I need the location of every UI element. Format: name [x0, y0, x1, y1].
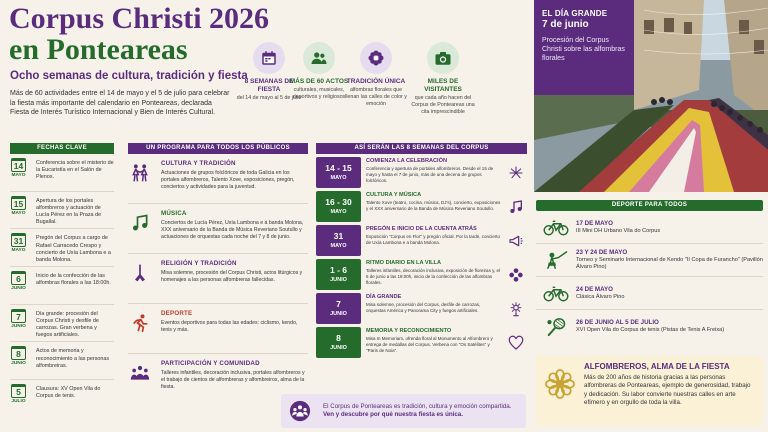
- intro-text: Más de 60 actividades entre el 14 de mayo y el 5 de julio para celebrar la fiesta más importante del calendario en Ponteareas, declarada Fiesta de Interés Turístico Internacional y Bien de Interés Cultural.: [10, 90, 230, 117]
- week-title: MEMORIA Y RECONOCIMIENTO: [366, 328, 452, 334]
- carpet-makers-title: ALFOMBREROS, ALMA DE LA FIESTA: [584, 362, 730, 371]
- key-dates-section: [10, 143, 114, 418]
- program-item: [128, 204, 308, 254]
- sports-item: [536, 277, 763, 310]
- sports-date: 24 DE MAYO: [576, 285, 613, 293]
- calendar-icon: [10, 272, 27, 291]
- stat-title: 8 SEMANAS DE FIESTA: [244, 78, 294, 93]
- calendar-icon: [10, 197, 27, 216]
- weeks-section: [316, 143, 527, 358]
- program-title: PARTICIPACIÓN Y COMUNIDAD: [161, 360, 260, 367]
- music-note-icon: [128, 210, 152, 253]
- program-desc: Talleres infantiles, decoración inclusiva, portales alfombreros y el trabajo de cientos de alfombreras y alfombreiros, alma de la fiesta.: [161, 370, 305, 390]
- weeks-heading: ASÍ SERÁN LAS 8 SEMANAS DEL CORPUS: [316, 143, 527, 154]
- week-month: JUNIO: [330, 311, 347, 317]
- week-title: COMIENZA LA CELEBRACIÓN: [366, 158, 448, 164]
- key-date-item: [10, 305, 114, 343]
- praying-hands-icon: [128, 260, 152, 303]
- key-date-text: Clausura: XV Open Vila do Corpus de tenis.: [36, 386, 101, 400]
- week-desc: Talento Xove (teatro, cocina, música, DJ's), concierto, exposiciones y el XXX aniversario de la Banda de Música Reveriano Soutullo.: [366, 200, 501, 211]
- week-desc: Talleres infantiles, decoración inclusiva, exposición de floreiras y, el 6 de junio a las 18:00h, inicio de la confección de las alfombras florales.: [366, 268, 500, 285]
- carpet-makers-desc: Más de 200 años de historia gracias a las personas alfombreras de Ponteareas, ejemplo de generosidad, trabajo y dedicación. Su labor convierte nuestras calles en arte efímero y en orgullo de toda la villa.: [584, 374, 751, 407]
- key-date-item: [10, 229, 114, 267]
- calendar-icon: [10, 159, 27, 178]
- closing-line2: Ven y descubre por qué nuestra fiesta es única.: [323, 411, 463, 418]
- week-days: 8: [336, 333, 341, 343]
- program-heading: UN PROGRAMA PARA TODOS LOS PÚBLICOS: [128, 143, 308, 154]
- calendar-day: 14: [11, 159, 26, 172]
- calendar-icon: [10, 234, 27, 253]
- week-month: JUNIO: [330, 277, 347, 283]
- stat-tradition: [343, 42, 409, 108]
- calendar-icon: [253, 42, 285, 74]
- sports-desc: Clásica Álvaro Pino: [576, 293, 625, 300]
- week-item: [316, 225, 527, 256]
- sports-heading: DEPORTE PARA TODOS: [536, 200, 763, 211]
- key-dates-heading: FECHAS CLAVE: [10, 143, 114, 154]
- page-title-line1: Corpus Christi 2026: [9, 2, 270, 35]
- music-note-icon: [505, 191, 527, 222]
- week-item: [316, 293, 527, 324]
- fireworks-icon: [505, 157, 527, 188]
- week-days: 31: [333, 231, 344, 241]
- program-desc: Eventos deportivos para todas las edades: ciclismo, kendo, tenis y más.: [161, 320, 298, 333]
- calendar-day: 6: [11, 272, 26, 285]
- sports-desc: Torneo y Seminario Internacional de Kendo "II Copa de Furancho" (Pavillón Álvaro Pino): [576, 257, 763, 270]
- calendar-icon: [10, 347, 27, 366]
- week-item: [316, 327, 527, 358]
- people-icon: [303, 42, 335, 74]
- stat-desc: alfombras florales que llenan las calles de color y emoción: [345, 87, 407, 107]
- sports-date: 26 DE JUNIO AL 5 DE JULIO: [576, 319, 659, 326]
- sports-date: 23 Y 24 DE MAYO: [576, 249, 628, 256]
- flower-icon: [505, 259, 527, 290]
- calendar-month: JUNIO: [11, 286, 26, 292]
- program-section: [128, 143, 308, 404]
- week-month: JUNIO: [330, 345, 347, 351]
- week-date-badge: [316, 327, 361, 358]
- community-icon: [128, 360, 152, 404]
- sports-item: [536, 244, 763, 277]
- camera-icon: [427, 42, 459, 74]
- program-item: [128, 254, 308, 304]
- tennis-icon: [536, 317, 576, 337]
- program-item: [128, 304, 308, 354]
- calendar-month: MAYO: [11, 173, 26, 178]
- closing-line1: El Corpus de Ponteareas es tradición, cultura y emoción compartida.: [323, 403, 512, 410]
- week-date-badge: [316, 191, 361, 222]
- sports-section: [536, 200, 763, 343]
- stat-desc: que cada año hacen del Corpus de Ponteareas una cita imprescindible: [411, 95, 475, 115]
- sports-item: [536, 211, 763, 244]
- week-desc: Conferencia y apertura de portales alfombreros. Desde el 15 de mayo y hasta el 7 de junio, más de una decena de grupos folclóricos.: [366, 166, 494, 183]
- stat-desc: del 14 de mayo al 5 de julio: [236, 95, 302, 101]
- key-date-text: Apertura de los portales alfombreros y actuación de Lucía Pérez en la Praza de Bugallal.: [36, 197, 102, 226]
- week-desc: Misa In Memoriam, ofrenda floral al Monumento al Alfombrero y entrega de medallas del Corpus. Verbena con "Os Satélites" y "Paris de Noia".: [366, 336, 493, 353]
- week-days: 1 - 6: [329, 265, 347, 275]
- key-date-item: [10, 380, 114, 418]
- dancers-icon: [128, 160, 152, 203]
- calendar-month: JUNIO: [11, 323, 26, 329]
- key-date-text: Pregón del Corpus a cargo de Rafael Carracedo Crespo y concierto de Uxía Lambona e a banda Molona.: [36, 235, 111, 263]
- flower-icon: [544, 368, 576, 400]
- week-days: 14 - 15: [325, 163, 352, 173]
- heart-icon: [505, 327, 527, 358]
- carpet-makers-box: [536, 356, 763, 426]
- key-date-text: Inicio de la confección de las alfombras florales a las 18:00h.: [36, 273, 111, 287]
- calendar-month: MAYO: [11, 248, 26, 254]
- week-days: 16 - 30: [325, 197, 352, 207]
- key-date-item: [10, 192, 114, 230]
- program-desc: Conciertos de Lucía Pérez, Uxía Lambona e a banda Molona, XXX aniversario de la Banda de Música Reveriano Soutullo y actuaciones de orquestas cada noche del 7 y 8 de junio.: [161, 220, 304, 240]
- week-month: MAYO: [330, 243, 347, 249]
- week-desc: Misa solemne, procesión del Corpus, desfile de carrozas, orquestas América y Panorama City y fuegos artificiales.: [366, 302, 481, 313]
- key-date-text: Conferencia sobre el misterio de la Eucaristía en el Salón de Plenos.: [36, 160, 114, 181]
- calendar-icon: [10, 385, 27, 404]
- calendar-icon: [10, 310, 27, 329]
- calendar-day: 31: [11, 234, 26, 247]
- stat-title: TRADICIÓN ÚNICA: [346, 78, 406, 85]
- kendo-icon: [536, 250, 576, 270]
- flower-icon: [360, 42, 392, 74]
- program-title: MÚSICA: [161, 210, 187, 217]
- page-title-line2: en Ponteareas: [9, 33, 188, 66]
- hero-date: 7 de junio: [542, 19, 589, 30]
- monstrance-icon: [505, 293, 527, 324]
- hero-desc: Procesión del Corpus Christi sobre las alfombras florales: [542, 37, 625, 62]
- calendar-day: 7: [11, 310, 26, 323]
- calendar-month: MAYO: [11, 210, 26, 216]
- bicycle-icon: [536, 283, 576, 303]
- calendar-day: 5: [11, 385, 26, 398]
- calendar-day: 8: [11, 347, 26, 360]
- week-item: [316, 259, 527, 290]
- bicycle-icon: [536, 217, 576, 237]
- week-desc: Exposición "Corpus en Flor" y pregón oficial. Por la tarde, concierto de Uxía Lambona e a banda Molona.: [366, 234, 501, 245]
- week-title: PREGÓN E INICIO DE LA CUENTA ATRÁS: [366, 226, 477, 232]
- sports-desc: XVI Open Vila do Corpus de tenis (Pistas de Tenis A Freixa): [576, 327, 725, 333]
- calendar-day: 15: [11, 197, 26, 210]
- week-date-badge: [316, 157, 361, 188]
- week-date-badge: [316, 259, 361, 290]
- week-month: MAYO: [330, 175, 347, 181]
- key-date-item: [10, 342, 114, 380]
- hero-caption-box: [534, 0, 634, 95]
- program-title: RELIGIÓN Y TRADICIÓN: [161, 260, 237, 267]
- week-month: MAYO: [330, 209, 347, 215]
- sports-item: [536, 310, 763, 343]
- calendar-month: JUNIO: [11, 361, 26, 367]
- program-item: [128, 154, 308, 204]
- key-date-text: Día grande: procesión del Corpus Christi y desfile de carrozas. Gran verbena y fuegos artificiales.: [36, 310, 99, 339]
- week-days: 7: [336, 299, 341, 309]
- program-title: DEPORTE: [161, 310, 193, 317]
- megaphone-icon: [505, 225, 527, 256]
- program-desc: Actuaciones de grupos folclóricos de toda Galicia en los portales alfombreros, Talento Xove, exposiciones, pregón, conciertos y actividades para la juventud.: [161, 170, 295, 190]
- week-title: DÍA GRANDE: [366, 294, 402, 300]
- key-date-item: [10, 154, 114, 192]
- sports-desc: III Mini DH Urbano Vila do Corpus: [576, 227, 661, 234]
- community-icon: [289, 400, 311, 422]
- page-subtitle: Ocho semanas de cultura, tradición y fiesta: [10, 70, 248, 82]
- program-desc: Misa solemne, procesión del Corpus Christi, actos litúrgicos y homenajes a las personas alfombreras fallecidas.: [161, 270, 303, 283]
- week-date-badge: [316, 293, 361, 324]
- week-title: CULTURA Y MÚSICA: [366, 192, 422, 198]
- hero-label: EL DÍA GRANDE: [542, 9, 608, 18]
- calendar-month: JULIO: [11, 399, 26, 405]
- sports-date: 17 DE MAYO: [576, 219, 613, 227]
- stat-visitors: [410, 42, 476, 116]
- week-date-badge: [316, 225, 361, 256]
- stat-title: MÁS DE 60 ACTOS: [289, 78, 349, 85]
- stat-desc: culturales, musicales, deportivos y religiosos: [292, 87, 346, 100]
- stat-title: MILES DE VISITANTES: [424, 78, 462, 93]
- week-item: [316, 157, 527, 188]
- week-item: [316, 191, 527, 222]
- key-date-item: [10, 267, 114, 305]
- program-title: CULTURA Y TRADICIÓN: [161, 160, 236, 167]
- runner-icon: [128, 310, 152, 353]
- week-title: RITMO DIARIO EN LA VILLA: [366, 260, 441, 266]
- closing-banner: [281, 394, 526, 428]
- key-date-text: Actos de memoria y reconocimiento a las personas alfombreiras.: [36, 348, 110, 369]
